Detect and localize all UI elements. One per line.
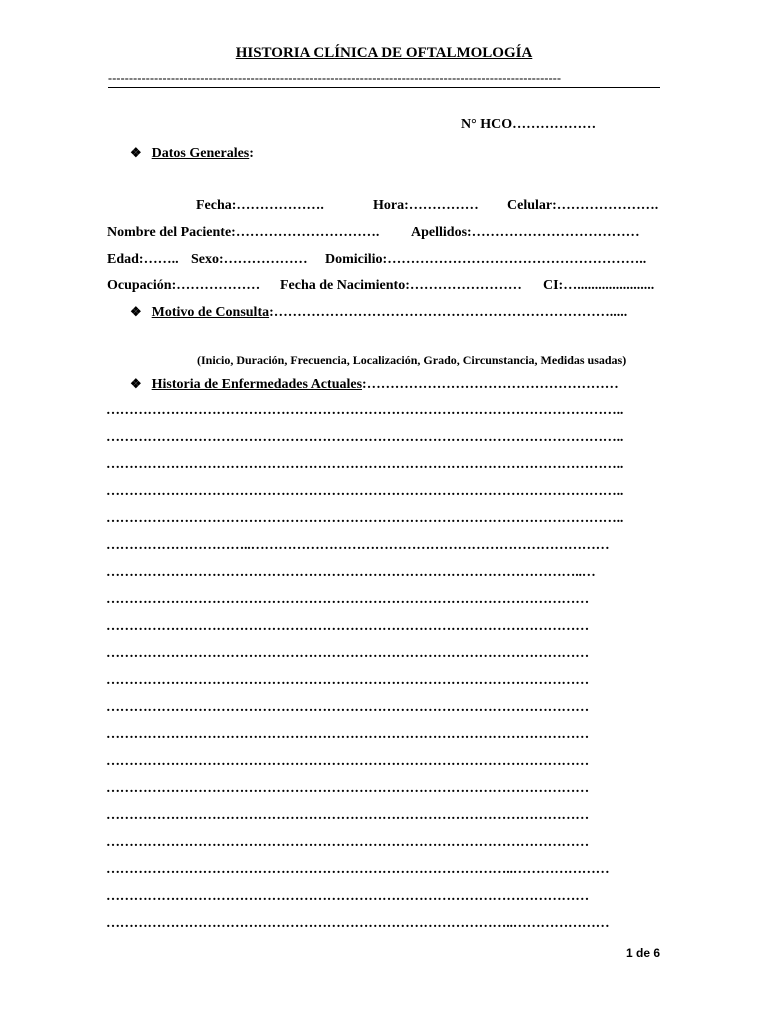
fill-line[interactable]: …………………………………………………………………………………………… bbox=[106, 700, 590, 715]
apellidos-field[interactable] bbox=[411, 225, 640, 241]
domicilio-label: Domicilio bbox=[325, 252, 383, 267]
nombre-dots: :…………………………. bbox=[231, 225, 380, 240]
fill-line[interactable]: …………………………………………………………………………………………… bbox=[106, 808, 590, 823]
motivo-hint: (Inicio, Duración, Frecuencia, Localización, Grado, Circunstancia, Medidas usadas) bbox=[197, 353, 627, 367]
section-datos-label: Datos Generales bbox=[151, 146, 250, 161]
section-historia-label: Historia de Enfermedades Actuales bbox=[151, 377, 363, 392]
diamond-bullet-icon: ❖ bbox=[130, 145, 142, 160]
fill-line[interactable]: ………………………………………………………………………………………………….. bbox=[106, 403, 624, 418]
historia-dots: :……………………………………………… bbox=[362, 377, 619, 392]
fill-line[interactable]: …………………………………………………………………………………………… bbox=[106, 727, 590, 742]
fill-line[interactable]: …………………………………………………………………………………………… bbox=[106, 754, 590, 769]
nombre-label: Nombre del Paciente bbox=[107, 225, 232, 240]
fill-line[interactable]: ………………………………………………………………………………………………….. bbox=[106, 484, 624, 499]
fecha-nacimiento-field[interactable]: Fecha de Nacimiento:…………………… bbox=[280, 278, 522, 293]
dashed-separator: ------------------------------------------------------------------------------------------------------------ bbox=[108, 72, 562, 85]
fill-line[interactable]: …………………………………………………………………………………………… bbox=[106, 889, 590, 904]
fill-line[interactable]: …………………………………………………………………………………………… bbox=[106, 781, 590, 796]
section-historia-enfermedades[interactable] bbox=[130, 376, 619, 393]
fill-line[interactable]: …………………………..…………………………………………………………………… bbox=[106, 538, 610, 553]
ocupacion-field[interactable]: Ocupación:……………… bbox=[107, 278, 261, 293]
fecha-field[interactable]: Fecha:………………. bbox=[196, 198, 324, 213]
hora-field[interactable]: Hora:…………… bbox=[373, 198, 479, 213]
document-title: HISTORIA CLÍNICA DE OFTALMOLOGÍA bbox=[235, 45, 533, 61]
fill-line[interactable]: …………………………………………………………………………………………… bbox=[106, 673, 590, 688]
nombre-field[interactable] bbox=[107, 225, 379, 241]
apellidos-label: Apellidos bbox=[411, 225, 468, 240]
section-datos-generales bbox=[130, 145, 254, 162]
colon: : bbox=[249, 146, 254, 161]
fill-line[interactable]: …………………………………………………………………………………………..… bbox=[106, 565, 596, 580]
fill-line[interactable]: ……………………………………………………………………………..………………… bbox=[106, 916, 610, 931]
fill-line[interactable]: …………………………………………………………………………………………… bbox=[106, 619, 590, 634]
domicilio-field[interactable] bbox=[325, 252, 646, 268]
edad-field[interactable]: Edad:…….. bbox=[107, 252, 179, 267]
section-motivo-label: Motivo de Consulta bbox=[151, 305, 270, 320]
fill-line[interactable]: ………………………………………………………………………………………………….. bbox=[106, 457, 624, 472]
separator-underline bbox=[108, 87, 660, 88]
ci-field[interactable]: CI:…...................... bbox=[543, 278, 655, 293]
hco-field[interactable]: N° HCO……………… bbox=[461, 117, 597, 132]
fill-line[interactable]: …………………………………………………………………………………………… bbox=[106, 592, 590, 607]
domicilio-dots: :……………………………………………….. bbox=[382, 252, 647, 267]
fill-line[interactable]: …………………………………………………………………………………………… bbox=[106, 646, 590, 661]
section-motivo-consulta[interactable] bbox=[130, 304, 627, 321]
diamond-bullet-icon: ❖ bbox=[130, 376, 142, 391]
apellidos-dots: :……………………………… bbox=[467, 225, 640, 240]
diamond-bullet-icon: ❖ bbox=[130, 304, 142, 319]
page-number: 1 de 6 bbox=[626, 946, 661, 960]
celular-field[interactable]: Celular:…………………. bbox=[507, 198, 659, 213]
fill-line[interactable]: ………………………………………………………………………………………………….. bbox=[106, 430, 624, 445]
fill-line[interactable]: ………………………………………………………………………………………………….. bbox=[106, 511, 624, 526]
fill-line[interactable]: ……………………………………………………………………………..………………… bbox=[106, 862, 610, 877]
fill-line[interactable]: …………………………………………………………………………………………… bbox=[106, 835, 590, 850]
sexo-field[interactable]: Sexo:……………… bbox=[191, 252, 308, 267]
motivo-dots: :………………………………………………………………..... bbox=[269, 305, 628, 320]
